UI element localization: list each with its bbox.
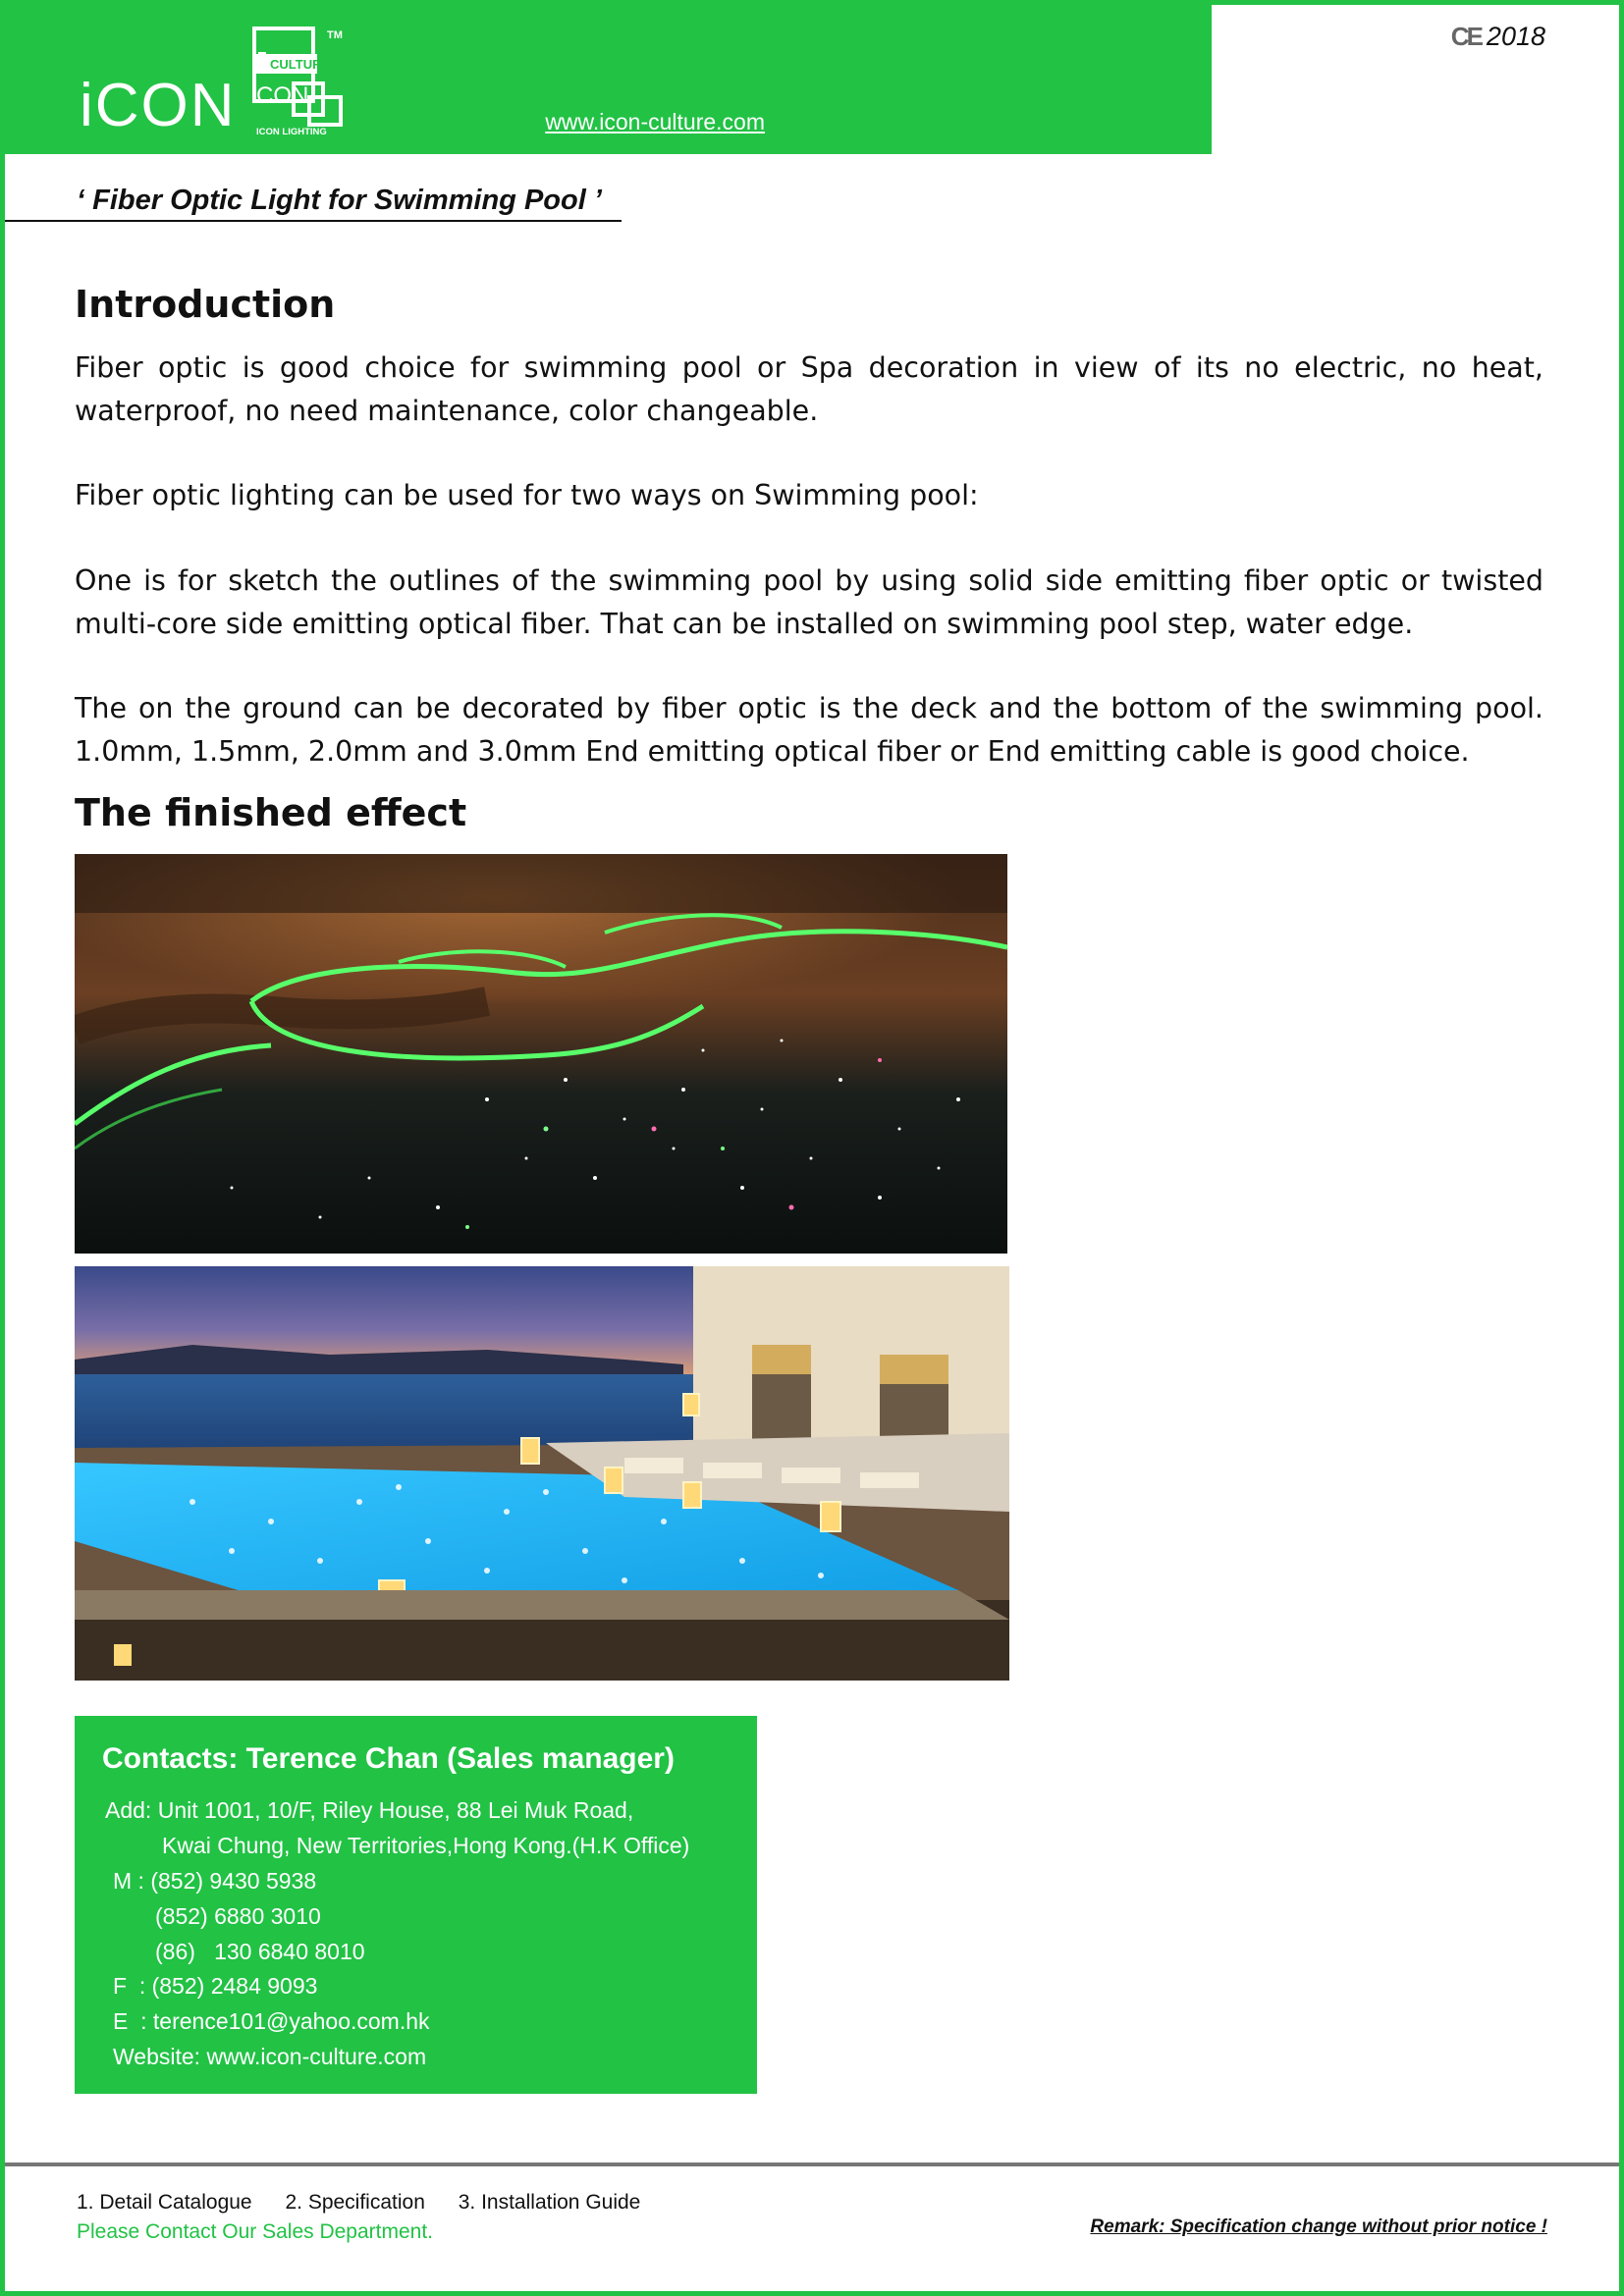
logo-mark-bottom: ICON LIGHTING [256, 127, 327, 136]
contact-website[interactable]: Website: www.icon-culture.com [113, 2044, 427, 2069]
footer-rule [5, 2163, 1619, 2166]
certification-year [1451, 22, 1545, 52]
finished-effect-heading: The finished effect [75, 791, 467, 834]
intro-paragraph-1: Fiber optic is good choice for swimming pool or Spa decoration in view of its no electric, no heat, waterproof, no need maintenance, color changeable. [75, 351, 1543, 427]
photo-pool-night-green-outline [75, 854, 1007, 1254]
photo-infinity-pool-dusk [75, 1266, 1009, 1681]
footer-link-specification: 2. Specification [285, 2191, 425, 2214]
contact-mobile-1: M : (852) 9430 5938 [113, 1868, 317, 1894]
intro-paragraph-4: The on the ground can be decorated by fiber optic is the deck and the bottom of the swimming pool. 1.0mm, 1.5mm, 2.0mm and 3.0mm End emitting optical fiber or End emitting cable is good choice. [75, 692, 1543, 768]
header-bar [5, 5, 1212, 154]
contacts-title: Contacts: Terence Chan (Sales manager) [102, 1742, 675, 1775]
document-title: ‘ Fiber Optic Light for Swimming Pool ’ [77, 185, 602, 216]
logo-mark-top: CULTURE [270, 57, 331, 72]
intro-paragraph-3: One is for sketch the outlines of the swimming pool by using solid side emitting fiber optic or twisted multi-core side emitting optical fiber. That can be installed on swimming pool step, water edge. [75, 564, 1543, 640]
footer-remark: Remark: Specification change without prior notice ! [1090, 2216, 1547, 2237]
contact-mobile-2: (852) 6880 3010 [155, 1903, 321, 1929]
contact-address-line1: Add: Unit 1001, 10/F, Riley House, 88 Lei Muk Road, [105, 1797, 634, 1823]
footer-contact-note: Please Contact Our Sales Department. [77, 2220, 434, 2243]
contact-mobile-3: (86) 130 6840 8010 [155, 1939, 365, 1964]
logo-text: iCON [80, 72, 237, 139]
infinity-pool-illustration [75, 1266, 1009, 1681]
website-link[interactable]: www.icon-culture.com [545, 109, 765, 134]
footer-link-installation-guide: 3. Installation Guide [458, 2191, 641, 2214]
title-underline [5, 220, 622, 222]
contact-address-line2: Kwai Chung, New Territories,Hong Kong.(H.K Office) [162, 1833, 690, 1858]
footer-document-list [77, 2191, 668, 2215]
contact-fax: F : (852) 2484 9093 [113, 1973, 318, 1999]
year-label: 2018 [1486, 22, 1545, 51]
contact-email[interactable]: E : terence101@yahoo.com.hk [113, 2008, 430, 2034]
footer-link-detail-catalogue: 1. Detail Catalogue [77, 2191, 252, 2214]
icon-logo-mark [252, 27, 347, 136]
pool-night-illustration [75, 854, 1007, 1254]
contacts-box [75, 1716, 757, 2094]
introduction-heading: Introduction [75, 283, 336, 326]
intro-paragraph-2: Fiber optic lighting can be used for two ways on Swimming pool: [75, 479, 979, 511]
logo-mark-mid: CON [256, 82, 309, 109]
ce-mark-icon: CE [1450, 22, 1481, 51]
logo-tm: TM [327, 29, 343, 41]
